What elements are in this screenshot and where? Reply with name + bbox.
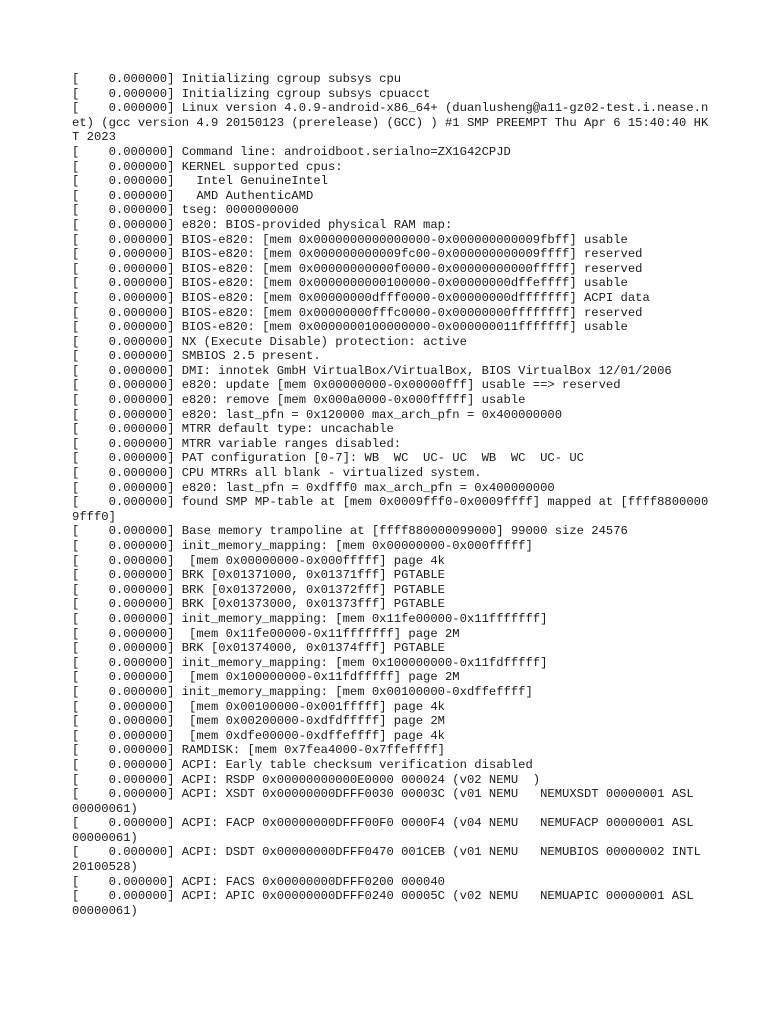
log-line: [ 0.000000] BRK [0x01371000, 0x01371fff] PGTABLE — [72, 568, 445, 583]
log-line: [ 0.000000] Initializing cgroup subsys cpuacct — [72, 86, 431, 101]
log-line: [ 0.000000] ACPI: RSDP 0x00000000000E0000 000024 (v02 NEMU ) — [72, 772, 541, 787]
log-line: [ 0.000000] BIOS-e820: [mem 0x00000000fffc0000-0x00000000ffffffff] reserved — [72, 305, 643, 320]
log-line: [ 0.000000] e820: update [mem 0x00000000-0x00000fff] usable ==> reserved — [72, 378, 621, 393]
log-line: [ 0.000000] [mem 0x100000000-0x11fdfffff] page 2M — [72, 670, 460, 685]
log-line: [ 0.000000] init_memory_mapping: [mem 0x00000000-0x000fffff] — [72, 539, 533, 553]
log-line: [ 0.000000] BIOS-e820: [mem 0x0000000100000000-0x000000011fffffff] usable — [72, 320, 628, 335]
log-line: [ 0.000000] e820: BIOS-provided physical RAM map: — [72, 217, 453, 232]
log-line: [ 0.000000] Base memory trampoline at [ffff880000099000] 99000 size 24576 — [72, 524, 628, 539]
log-line: [ 0.000000] DMI: innotek GmbH VirtualBox/VirtualBox, BIOS VirtualBox 12/01/2006 — [72, 363, 672, 378]
log-line: [ 0.000000] SMBIOS 2.5 present. — [72, 349, 321, 364]
log-line: [ 0.000000] [mem 0x00000000-0x000fffff] page 4k — [72, 553, 445, 568]
log-line: [ 0.000000] BIOS-e820: [mem 0x000000000009fc00-0x000000000009ffff] reserved — [72, 247, 643, 262]
log-line: [ 0.000000] ACPI: FACS 0x00000000DFFF0200 000040 — [72, 874, 445, 889]
log-line: [ 0.000000] init_memory_mapping: [mem 0x11fe00000-0x11fffffff] — [72, 611, 548, 626]
log-line: [ 0.000000] ACPI: DSDT 0x00000000DFFF0470 001CEB (v01 NEMU NEMUBIOS 00000002 INTL 20100528) — [72, 845, 709, 875]
log-line: [ 0.000000] Intel GenuineIntel — [72, 174, 328, 189]
log-line: [ 0.000000] ACPI: Early table checksum verification disabled — [72, 757, 533, 772]
log-line: [ 0.000000] MTRR default type: uncachable — [72, 422, 394, 437]
kernel-log-view — [72, 72, 712, 918]
log-line: [ 0.000000] [mem 0x00100000-0x001fffff] page 4k — [72, 699, 445, 714]
log-line: [ 0.000000] e820: remove [mem 0x000a0000-0x000fffff] usable — [72, 393, 526, 408]
log-line: [ 0.000000] ACPI: XSDT 0x00000000DFFF0030 00003C (v01 NEMU NEMUXSDT 00000001 ASL 00000061) — [72, 787, 709, 816]
log-line: [ 0.000000] tseg: 0000000000 — [72, 203, 299, 218]
log-line: [ 0.000000] RAMDISK: [mem 0x7fea4000-0x7ffeffff] — [72, 743, 445, 758]
log-line: [ 0.000000] MTRR variable ranges disabled: — [72, 436, 402, 451]
log-line: [ 0.000000] BRK [0x01373000, 0x01373fff] PGTABLE — [72, 597, 445, 612]
log-line: [ 0.000000] found SMP MP-table at [mem 0x0009fff0-0x0009ffff] mapped at [ffff88000009fff0] — [72, 495, 709, 524]
log-line: [ 0.000000] BIOS-e820: [mem 0x00000000000f0000-0x00000000000fffff] reserved — [72, 261, 643, 276]
log-line: [ 0.000000] Linux version 4.0.9-android-x86_64+ (duanlusheng@a11-gz02-test.i.nease.net) (gcc version 4.9 20150123 (prerelease) (GCC) ) #1 SMP PREEMPT Thu Apr 6 15:40:40 HKT 2023 — [72, 101, 709, 145]
log-line: [ 0.000000] [mem 0x00200000-0xdfdfffff] page 2M — [72, 714, 445, 729]
log-line: [ 0.000000] e820: last_pfn = 0x120000 max_arch_pfn = 0x400000000 — [72, 407, 563, 422]
log-line: [ 0.000000] Initializing cgroup subsys cpu — [72, 72, 402, 86]
log-line: [ 0.000000] [mem 0x11fe00000-0x11fffffff] page 2M — [72, 626, 460, 641]
log-line: [ 0.000000] NX (Execute Disable) protection: active — [72, 334, 467, 349]
log-line: [ 0.000000] KERNEL supported cpus: — [72, 159, 343, 174]
log-line: [ 0.000000] init_memory_mapping: [mem 0x100000000-0x11fdfffff] — [72, 655, 548, 670]
log-line: [ 0.000000] BRK [0x01374000, 0x01374fff] PGTABLE — [72, 641, 445, 656]
log-line: [ 0.000000] ACPI: FACP 0x00000000DFFF00F0 0000F4 (v04 NEMU NEMUFACP 00000001 ASL 00000061) — [72, 816, 709, 845]
log-line: [ 0.000000] AMD AuthenticAMD — [72, 188, 314, 203]
log-line: [ 0.000000] CPU MTRRs all blank - virtualized system. — [72, 466, 482, 481]
log-line: [ 0.000000] BRK [0x01372000, 0x01372fff] PGTABLE — [72, 582, 445, 597]
log-line: [ 0.000000] init_memory_mapping: [mem 0x00100000-0xdffeffff] — [72, 684, 533, 699]
log-line: [ 0.000000] PAT configuration [0-7]: WB WC UC- UC WB WC UC- UC — [72, 451, 584, 466]
log-line: [ 0.000000] [mem 0xdfe00000-0xdffeffff] page 4k — [72, 728, 445, 743]
log-line: [ 0.000000] e820: last_pfn = 0xdfff0 max_arch_pfn = 0x400000000 — [72, 480, 555, 495]
log-line: [ 0.000000] BIOS-e820: [mem 0x0000000000000000-0x000000000009fbff] usable — [72, 232, 628, 247]
log-line: [ 0.000000] BIOS-e820: [mem 0x00000000dfff0000-0x00000000dfffffff] ACPI data — [72, 290, 650, 305]
log-line: [ 0.000000] Command line: androidboot.serialno=ZX1G42CPJD — [72, 144, 511, 159]
log-line: [ 0.000000] ACPI: APIC 0x00000000DFFF0240 00005C (v02 NEMU NEMUAPIC 00000001 ASL 00000061) — [72, 889, 709, 918]
log-line: [ 0.000000] BIOS-e820: [mem 0x0000000000100000-0x00000000dffeffff] usable — [72, 276, 628, 291]
